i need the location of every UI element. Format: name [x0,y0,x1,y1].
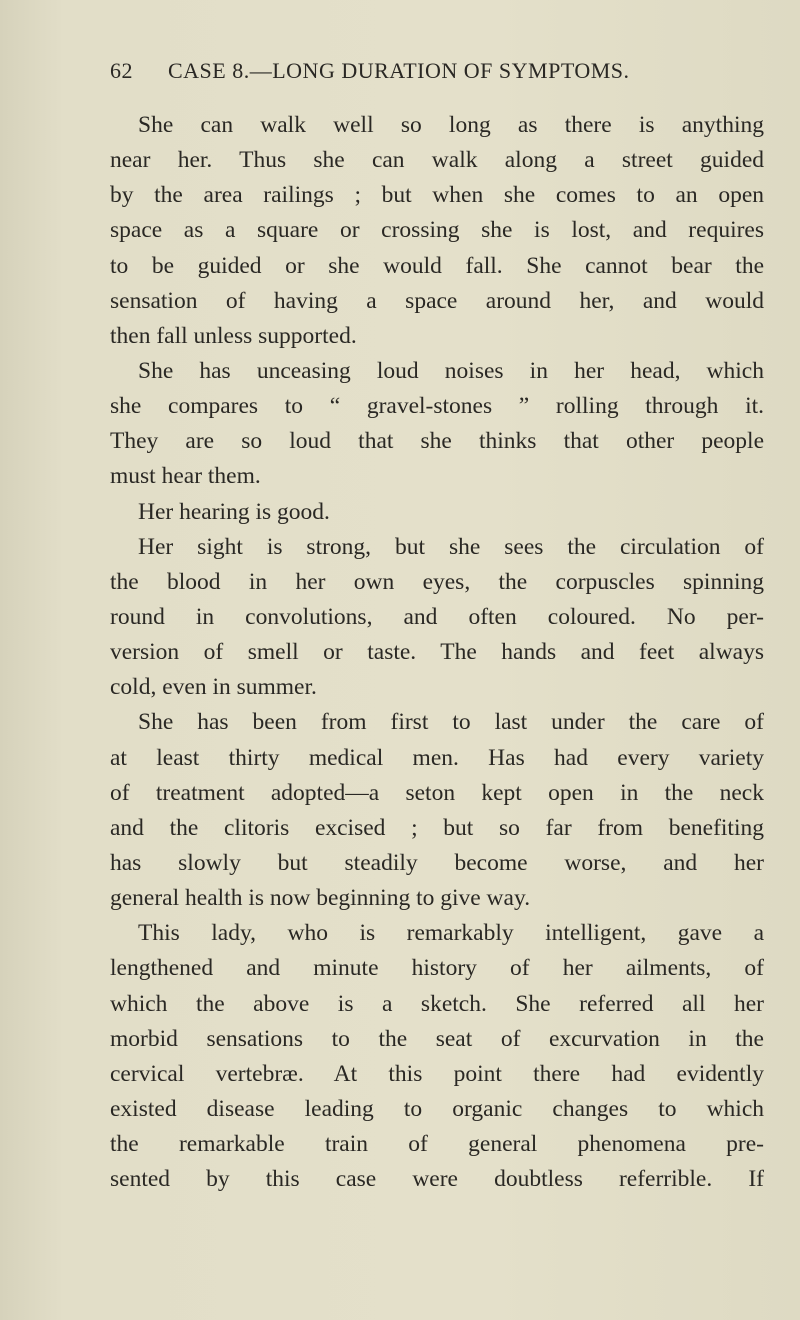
text-line: morbid sensations to the seat of excurvation in the [110,1025,764,1052]
text-line: general health is now beginning to give way. [110,885,531,912]
text-line: has slowly but steadily become worse, and her [110,849,764,876]
text-line: This lady, who is remarkably intelligent, gave a [138,920,764,947]
text-line: at least thirty medical men. Has had every variety [110,744,764,771]
text-line: of treatment adopted—a seton kept open in the neck [110,779,764,806]
text-line: then fall unless supported. [110,322,357,349]
text-line: sented by this case were doubtless referrible. If [110,1166,764,1193]
text-line: near her. Thus she can walk along a street guided [110,147,764,174]
text-line: and the clitoris excised ; but so far from benefiting [110,814,764,841]
text-line: Her sight is strong, but she sees the circulation of [138,533,764,560]
text-line: existed disease leading to organic changes to which [110,1095,764,1122]
text-line: must hear them. [110,463,261,490]
text-line: They are so loud that she thinks that other people [110,428,764,455]
running-head [110,58,750,88]
text-line: the remarkable train of general phenomena pre- [110,1131,764,1158]
text-line: the blood in her own eyes, the corpuscles spinning [110,568,764,595]
text-line: She can walk well so long as there is anything [138,112,764,138]
text-line: space as a square or crossing she is lost, and requires [110,217,764,244]
text-line: cervical vertebræ. At this point there had evidently [110,1060,764,1087]
body-text [110,108,770,1197]
text-line: which the above is a sketch. She referred all her [110,990,764,1017]
text-line: She has unceasing loud noises in her head, which [138,357,764,384]
text-line: version of smell or taste. The hands and feet always [110,639,764,666]
text-line: lengthened and minute history of her ailments, of [110,955,764,982]
text-line: by the area railings ; but when she comes to an open [110,182,764,209]
text-line: sensation of having a space around her, and would [110,287,764,314]
text-line: cold, even in summer. [110,674,317,701]
text-line: She has been from first to last under the care of [138,709,764,736]
running-head-title: CASE 8.—LONG DURATION OF SYMPTOMS. [168,58,630,83]
text-line: to be guided or she would fall. She cannot bear the [110,252,764,279]
text-line: she compares to “ gravel-stones ” rolling through it. [110,393,764,420]
text-line: round in convolutions, and often coloured. No per- [110,603,764,630]
text-line: Her hearing is good. [138,498,330,525]
page-number: 62 [110,58,133,83]
